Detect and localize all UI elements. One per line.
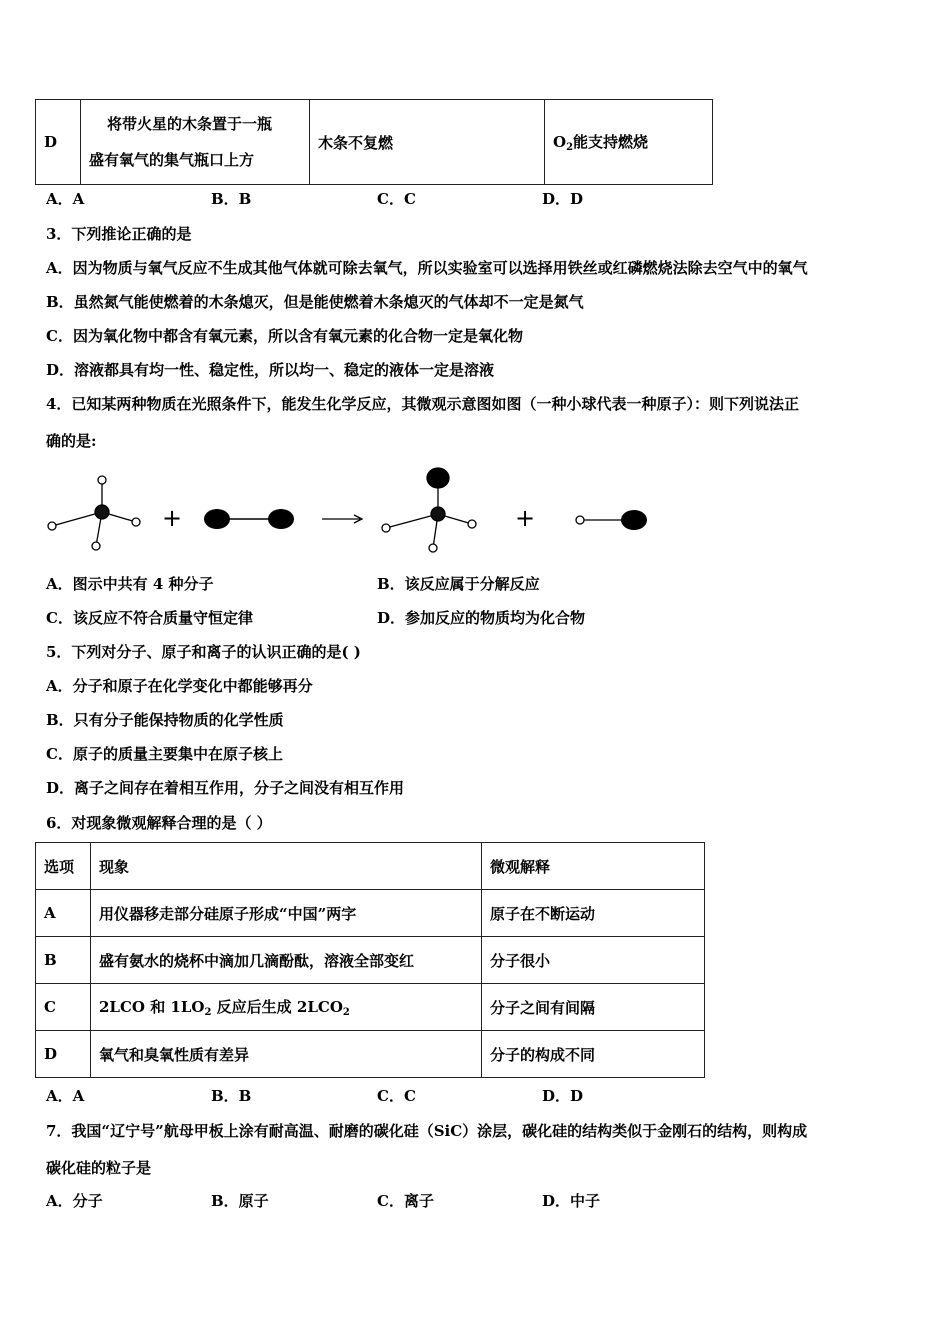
q2-choice-b: B．B [211, 190, 252, 208]
product-molecule-1 [382, 468, 476, 552]
q5-option-c: C．原子的质量主要集中在原子核上 [46, 745, 283, 763]
q5-option-b: B．只有分子能保持物质的化学性质 [46, 711, 284, 729]
q7-choice-c: C．离子 [377, 1192, 434, 1210]
q4-option-d: D．参加反应的物质均为化合物 [377, 609, 586, 627]
q6-choice-a: A．A [46, 1087, 85, 1105]
phenomenon-cell: 木条不复燃 [310, 100, 545, 185]
q2-choice-d: D．D [542, 190, 584, 208]
phenomenon-table [35, 842, 705, 1078]
q6-choice-d: D．D [542, 1087, 584, 1105]
q5-option-a: A．分子和原子在化学变化中都能够再分 [46, 677, 313, 695]
q3-option-d: D．溶液都具有均一性、稳定性，所以均一、稳定的液体一定是溶液 [46, 361, 495, 379]
q4-stem-line-1: 4．已知某两种物质在光照条件下，能发生化学反应，其微观示意图如图（一种小球代表一种原子）：则下列说法正 [46, 395, 799, 413]
header-phenomenon: 现象 [91, 843, 482, 890]
row-explanation: 分子之间有间隔 [482, 984, 705, 1031]
header-option: 选项 [36, 843, 91, 890]
q2-choice-a: A．A [46, 190, 85, 208]
q7-stem-line-1: 7．我国“辽宁号”航母甲板上涂有耐高温、耐磨的碳化硅（SiC）涂层，碳化硅的结构类似于金刚石的结构，则构成 [46, 1122, 808, 1140]
operation-line-2: 盛有氧气的集气瓶口上方 [89, 151, 255, 169]
row-option: D [36, 1031, 91, 1078]
table-header-row [36, 843, 705, 890]
q6-choice-b: B．B [211, 1087, 252, 1105]
q7-choice-d: D．中子 [542, 1192, 601, 1210]
q6-choice-c: C．C [377, 1087, 416, 1105]
option-cell: D [36, 100, 81, 185]
row-explanation: 原子在不断运动 [482, 890, 705, 937]
reactant-molecule-1 [48, 476, 140, 550]
reaction-arrow [322, 515, 362, 523]
operation-cell [81, 100, 310, 185]
q3-option-a: A．因为物质与氧气反应不生成其他气体就可除去氧气，所以实验室可以选择用铁丝或红磷燃烧法除去空气中的氧气 [46, 259, 808, 277]
table-row [36, 100, 713, 185]
row-explanation: 分子很小 [482, 937, 705, 984]
header-explanation: 微观解释 [482, 843, 705, 890]
q3-option-c: C．因为氧化物中都含有氧元素，所以含有氧元素的化合物一定是氧化物 [46, 327, 523, 345]
plus-sign-1: + [162, 504, 183, 532]
q3-option-b: B．虽然氮气能使燃着的木条熄灭，但是能使燃着木条熄灭的气体却不一定是氮气 [46, 293, 584, 311]
row-option: A [36, 890, 91, 937]
table-row [36, 890, 705, 937]
reactant-molecule-2 [204, 509, 294, 529]
q6-stem: 6．对现象微观解释合理的是（ ） [46, 814, 272, 832]
plus-sign-2: + [515, 504, 536, 532]
row-phenomenon: 氧气和臭氧性质有差异 [91, 1031, 482, 1078]
q4-option-c: C．该反应不符合质量守恒定律 [46, 609, 253, 627]
product-molecule-2 [576, 510, 647, 530]
experiment-table [35, 99, 713, 185]
q3-stem: 3．下列推论正确的是 [46, 225, 192, 243]
q7-stem-line-2: 碳化硅的粒子是 [46, 1159, 152, 1177]
q5-option-d: D．离子之间存在着相互作用，分子之间没有相互作用 [46, 779, 405, 797]
conclusion-cell: $O_2$能支持燃烧 [545, 100, 713, 185]
table-row [36, 984, 705, 1031]
row-option: B [36, 937, 91, 984]
row-phenomenon: 2LCO 和 $1LO_2$ 反应后生成 $2LCO_2$ [91, 984, 482, 1031]
q4-stem-line-2: 确的是: [46, 432, 97, 450]
row-option: C [36, 984, 91, 1031]
q4-option-b: B．该反应属于分解反应 [377, 575, 540, 593]
row-explanation: 分子的构成不同 [482, 1031, 705, 1078]
reaction-diagram [40, 460, 660, 560]
q4-option-a: A．图示中共有 4 种分子 [46, 575, 214, 593]
operation-line-1: 将带火星的木条置于一瓶 [107, 115, 273, 133]
row-phenomenon: 用仪器移走部分硅原子形成“中国”两字 [91, 890, 482, 937]
q5-stem: 5．下列对分子、原子和离子的认识正确的是( ) [46, 643, 361, 661]
row-phenomenon: 盛有氨水的烧杯中滴加几滴酚酞，溶液全部变红 [91, 937, 482, 984]
table-row [36, 937, 705, 984]
q2-choice-c: C．C [377, 190, 416, 208]
q7-choice-a: A．分子 [46, 1192, 103, 1210]
table-row [36, 1031, 705, 1078]
q7-choice-b: B．原子 [211, 1192, 269, 1210]
